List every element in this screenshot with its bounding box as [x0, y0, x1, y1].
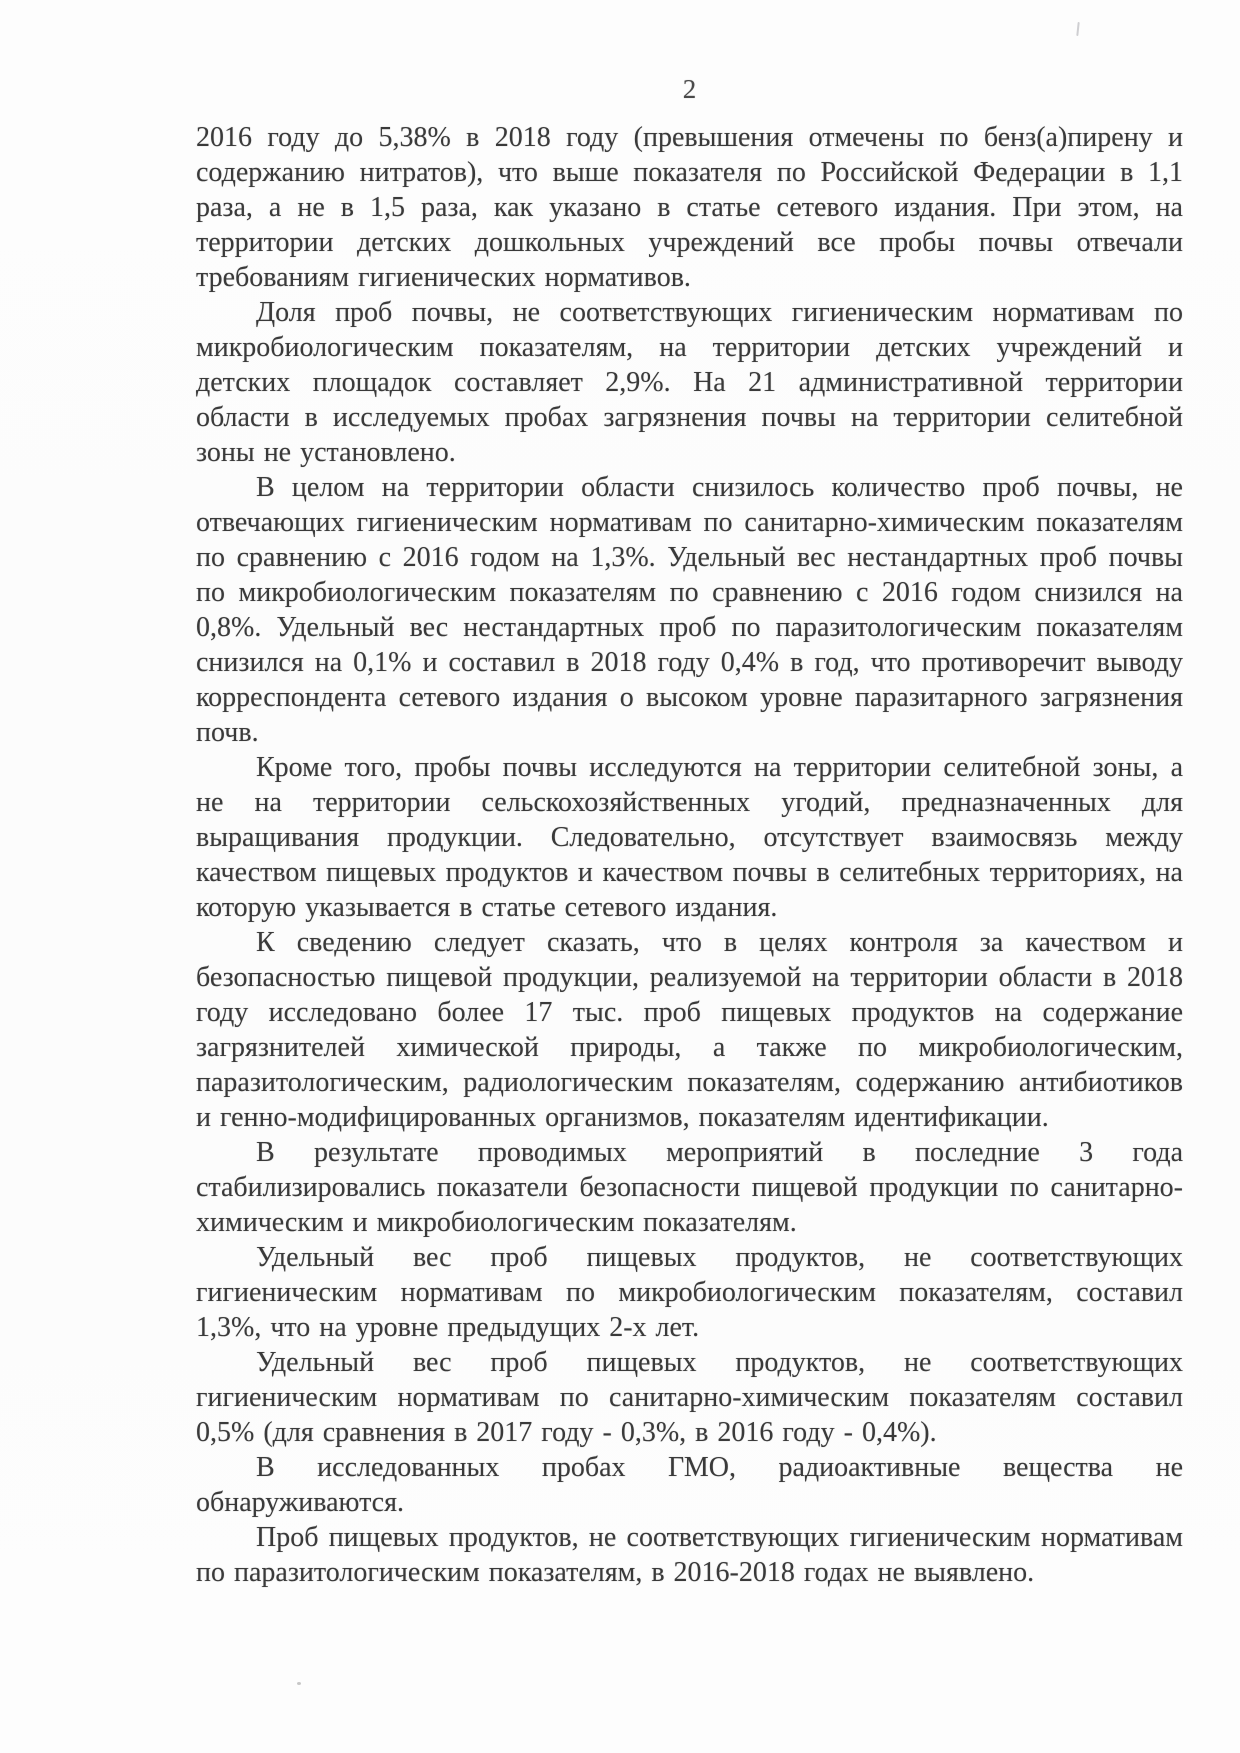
- paragraph-soil-exceedance: 2016 году до 5,38% в 2018 году (превышения отмечены по бенз(а)пирену и содержанию нитратов), что выше показателя по Российской Федерации в 1,1 раза, а не в 1,5 раза, как указано в статье сетевого издания. При этом, на территории детских дошкольных учреждений все пробы почвы отвечали требованиям гигиенических нормативов.: [196, 122, 1183, 293]
- paragraph-gmo-radiation: В исследованных пробах ГМО, радиоактивные вещества не обнаруживаются.: [196, 1452, 1183, 1518]
- paragraph-food-parasitology: Проб пищевых продуктов, не соответствующих гигиеническим нормативам по паразитологическим показателям, в 2016-2018 годах не выявлено.: [196, 1522, 1183, 1588]
- paragraph-soil-microbiology: Доля проб почвы, не соответствующих гигиеническим нормативам по микробиологическим показателям, на территории детских учреждений и детских площадок составляет 2,9%. На 21 административной территории области в исследуемых пробах загрязнения почвы на территории селитебной зоны не установлено.: [196, 297, 1183, 468]
- document-body: [196, 120, 1183, 1590]
- scan-artifact-dash: [1076, 22, 1079, 36]
- paragraph-food-safety-results: В результате проводимых мероприятий в последние 3 года стабилизировались показатели безопасности пищевой продукции по санитарно-химическим и микробиологическим показателям.: [196, 1137, 1183, 1238]
- paragraph-food-control: К сведению следует сказать, что в целях контроля за качеством и безопасностью пищевой продукции, реализуемой на территории области в 2018 году исследовано более 17 тыс. проб пищевых продуктов на содержание загрязнителей химической природы, а также по микробиологическим, паразитологическим, радиологическим показателям, содержанию антибиотиков и генно-модифицированных организмов, показателям идентификации.: [196, 927, 1183, 1133]
- scan-artifact-dot: [297, 1682, 301, 1685]
- paragraph-food-chemistry: Удельный вес проб пищевых продуктов, не соответствующих гигиеническим нормативам по санитарно-химическим показателям составил 0,5% (для сравнения в 2017 году - 0,3%, в 2016 году - 0,4%).: [196, 1347, 1183, 1448]
- paragraph-soil-dynamics: В целом на территории области снизилось количество проб почвы, не отвечающих гигиеническим нормативам по санитарно-химическим показателям по сравнению с 2016 годом на 1,3%. Удельный вес нестандартных проб почвы по микробиологическим показателям по сравнению с 2016 годом снизился на 0,8%. Удельный вес нестандартных проб по паразитологическим показателям снизился на 0,1% и составил в 2018 году 0,4% в год, что противоречит выводу корреспондента сетевого издания о высоком уровне паразитарного загрязнения почв.: [196, 472, 1183, 748]
- page-number: 2: [682, 74, 697, 104]
- paragraph-food-microbiology: Удельный вес проб пищевых продуктов, не соответствующих гигиеническим нормативам по микробиологическим показателям, составил 1,3%, что на уровне предыдущих 2-х лет.: [196, 1242, 1183, 1343]
- paragraph-residential-zone: Кроме того, пробы почвы исследуются на территории селитебной зоны, а не на территории сельскохозяйственных угодий, предназначенных для выращивания продукции. Следовательно, отсутствует взаимосвязь между качеством пищевых продуктов и качеством почвы в селитебных территориях, на которую указывается в статье сетевого издания.: [196, 752, 1183, 923]
